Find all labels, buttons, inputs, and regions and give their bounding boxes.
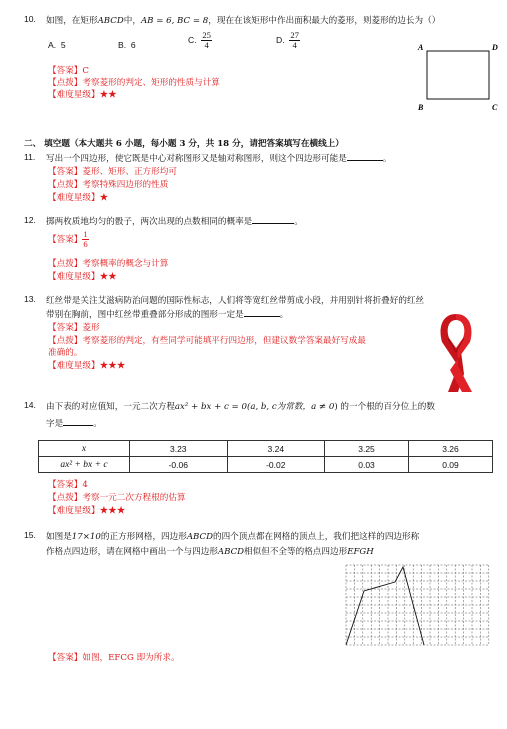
q10-option-d: D. $\frac{27}{4}$ [276, 30, 299, 51]
section-title: 二、 填空题（本大题共 6 小题，每小题 3 分，共 18 分，请把答案填写在横线上） [24, 139, 344, 149]
q11-tip: 【点拨】考察特殊四边形的性质 [48, 180, 169, 190]
q10-option-b: B. 6 [118, 40, 136, 50]
q14-level: 【难度星级】★★★ [48, 506, 126, 516]
q10-tip: 【点拨】考察菱形的判定、矩形的性质与计算 [48, 78, 220, 88]
table-cell: 0.09 [409, 457, 493, 473]
q13-tip-line1: 【点拨】考察菱形的判定，有些同学可能填平行四边形，但建议数学答案最好写成最 [48, 336, 366, 346]
table-cell: 3.26 [409, 441, 493, 457]
q12-level: 【难度星级】★★ [48, 272, 117, 282]
q12-number: 12. [24, 215, 36, 225]
q14-answer: 【答案】4 [48, 480, 88, 490]
q13-answer: 【答案】菱形 [48, 323, 100, 333]
q14-tip: 【点拨】考察一元二次方程根的估算 [48, 493, 186, 503]
q10-answer: 【答案】C [48, 66, 89, 76]
q13-line2: 带别在胸前，图中红丝带重叠部分形成的图形一定是 。 [46, 310, 289, 320]
table-header-expr: ax² + bx + c [39, 457, 130, 473]
table-cell: 3.25 [325, 441, 409, 457]
q11-blank [347, 152, 383, 161]
red-ribbon-image [428, 308, 484, 394]
q15-line2: 作格点四边形，请在网格中画出一个与四边形ABCD相似但不全等的格点四边形EFGH [46, 547, 374, 557]
q13-line1: 红丝带是关注艾滋病防治问题的国际性标志，人们将等宽红丝带剪成小段，并用别针将折叠好的红丝 [46, 296, 425, 306]
q10-option-a: A. 5 [48, 40, 66, 50]
q15-answer: 【答案】如图，EFCG 即为所求。 [48, 653, 180, 663]
table-cell: -0.06 [130, 457, 228, 473]
q12-tip: 【点拨】考察概率的概念与计算 [48, 259, 169, 269]
q13-level: 【难度星级】★★★ [48, 361, 126, 371]
q12-answer: 【答案】 $\frac{1}{6}$ [48, 229, 88, 250]
q11-number: 11. [24, 152, 36, 162]
q14-line2: 字是 。 [46, 419, 102, 429]
vertex-c: C [492, 103, 498, 112]
q15-line1: 如图是17×10的正方形网格，四边形ABCD的四个顶点都在网格的顶点上，我们把这样的四边形称 [46, 532, 420, 542]
q11-level: 【难度星级】★ [48, 193, 109, 203]
rectangle-figure [410, 38, 502, 114]
grid-figure [340, 561, 492, 653]
table-cell: 3.24 [227, 441, 325, 457]
q10-option-c: C. $\frac{25}{4}$ [188, 30, 211, 51]
q10-number: 10. [24, 14, 36, 24]
vertex-a: A [418, 43, 424, 52]
table-header-x: x [39, 441, 130, 457]
value-table [38, 440, 493, 473]
quadrilateral-shape [346, 567, 424, 645]
table-cell: 3.23 [130, 441, 228, 457]
vertex-d: D [492, 43, 498, 52]
q12-stem: 掷两枚质地均匀的骰子，两次出现的点数相同的概率是 。 [46, 217, 303, 227]
table-row [39, 441, 493, 457]
q13-tip-line2: 准确的。 [48, 348, 83, 358]
q14-number: 14. [24, 400, 36, 410]
q11-answer: 【答案】菱形、矩形、正方形均可 [48, 167, 177, 177]
q11-stem: 写出一个四边形，使它既是中心对称图形又是轴对称图形，则这个四边形可能是 。 [46, 154, 392, 164]
vertex-b: B [418, 103, 424, 112]
q13-number: 13. [24, 294, 36, 304]
q14-blank [63, 417, 93, 426]
q10-stem: 如图，在矩形ABCD中，AB = 6, BC = 8，现在在该矩形中作出面积最大的菱形，则菱形的边长为（） [46, 16, 441, 26]
table-cell: -0.02 [227, 457, 325, 473]
q12-blank [252, 215, 294, 224]
q10-level: 【难度星级】★★ [48, 90, 117, 100]
q15-number: 15. [24, 530, 36, 540]
table-cell: 0.03 [325, 457, 409, 473]
q14-stem: 由下表的对应值知，一元二次方程ax² + bx + c = 0(a, b, c为常数，a ≠ 0) 的一个根的百分位上的数 [46, 402, 435, 412]
q13-blank [244, 308, 280, 317]
table-row [39, 457, 493, 473]
